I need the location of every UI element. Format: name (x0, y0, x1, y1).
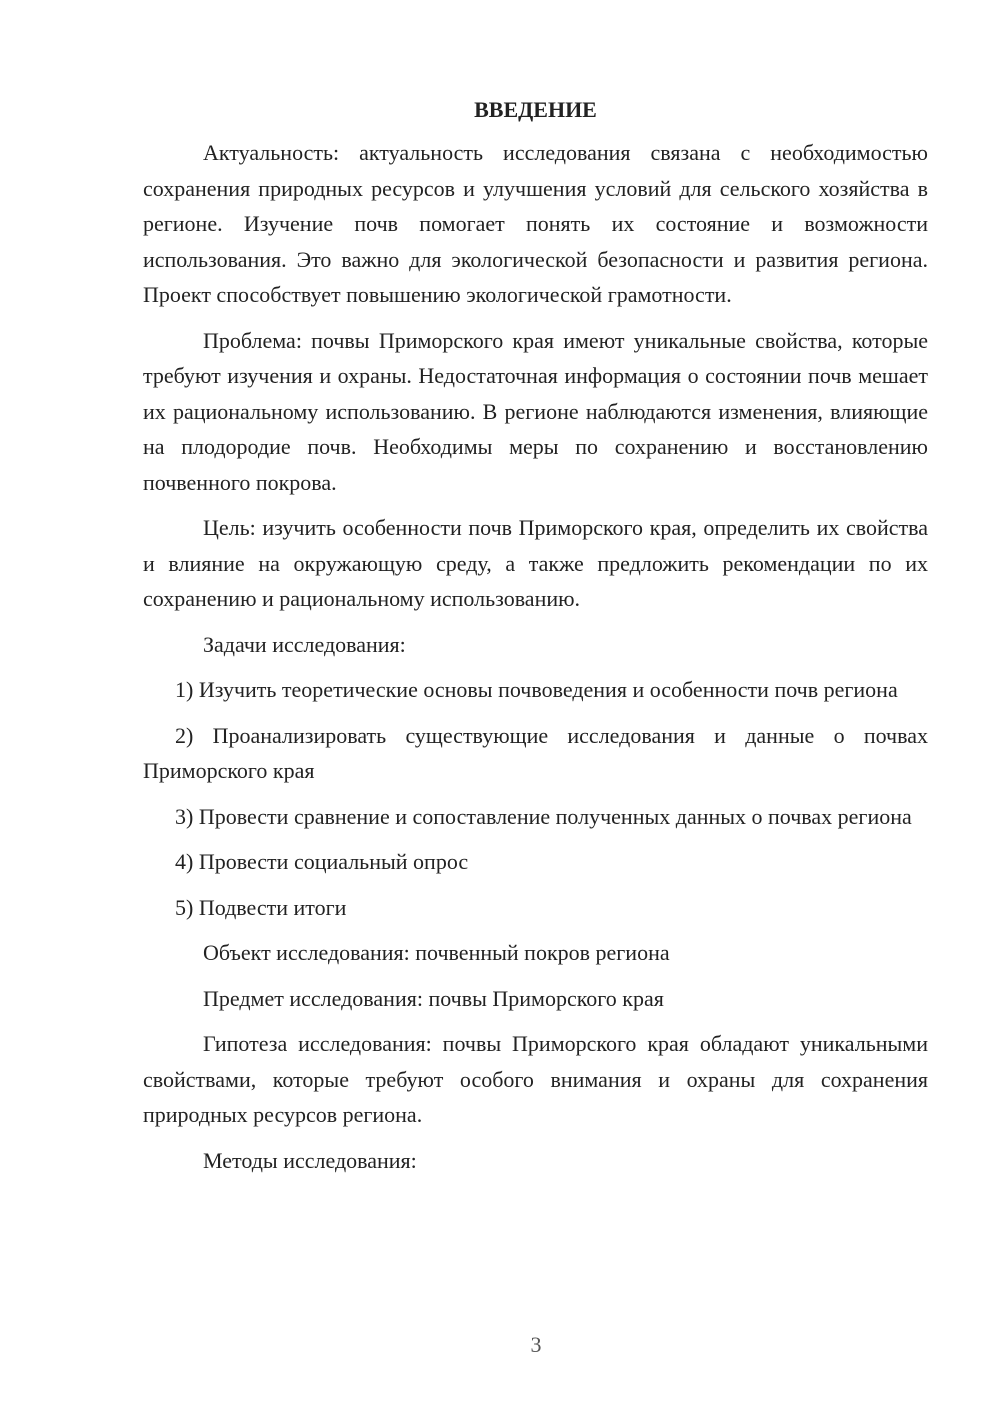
object-line: Объект исследования: почвенный покров региона (203, 940, 670, 965)
page-content (143, 92, 928, 1188)
hypothesis-paragraph: Гипотеза исследования: почвы Приморского края обладают уникальными свойствами, которые требуют особого внимания и охраны для сохранения природных ресурсов региона. (143, 1031, 928, 1127)
task-item-5: 5) Подвести итоги (175, 894, 347, 920)
problem-paragraph: Проблема: почвы Приморского края имеют уникальные свойства, которые требуют изучения и охраны. Недостаточная информация о состоянии почв мешает их рациональному использованию. В регионе наблюдаются изменения, влияющие на плодородие почв. Необходимы меры по сохранению и восстановлению почвенного покрова. (143, 327, 928, 495)
task-item-4: 4) Провести социальный опрос (175, 849, 469, 874)
tasks-heading: Задачи исследования: (203, 631, 406, 657)
section-title: ВВЕДЕНИЕ (474, 97, 597, 122)
goal-paragraph: Цель: изучить особенности почв Приморского края, определить их свойства и влияние на окружающую среду, а также предложить рекомендации по их сохранению и рациональному использованию. (143, 515, 928, 611)
subject-line: Предмет исследования: почвы Приморского края (203, 985, 664, 1011)
task-item-1: 1) Изучить теоретические основы почвоведения и особенности почв региона (175, 677, 898, 702)
page-number: 3 (530, 1332, 542, 1357)
task-item-2: 2) Проанализировать существующие исследования и данные о почвах Приморского края (143, 722, 928, 783)
methods-heading: Методы исследования: (203, 1147, 417, 1173)
task-item-3: 3) Провести сравнение и сопоставление полученных данных о почвах региона (175, 803, 912, 829)
relevance-paragraph: Актуальность: актуальность исследования связана с необходимостью сохранения природных ресурсов и улучшения условий для сельского хозяйства в регионе. Изучение почв помогает понять их состояние и возможности использования. Это важно для экологической безопасности и развития региона. Проект способствует повышению экологической грамотности. (143, 140, 928, 307)
